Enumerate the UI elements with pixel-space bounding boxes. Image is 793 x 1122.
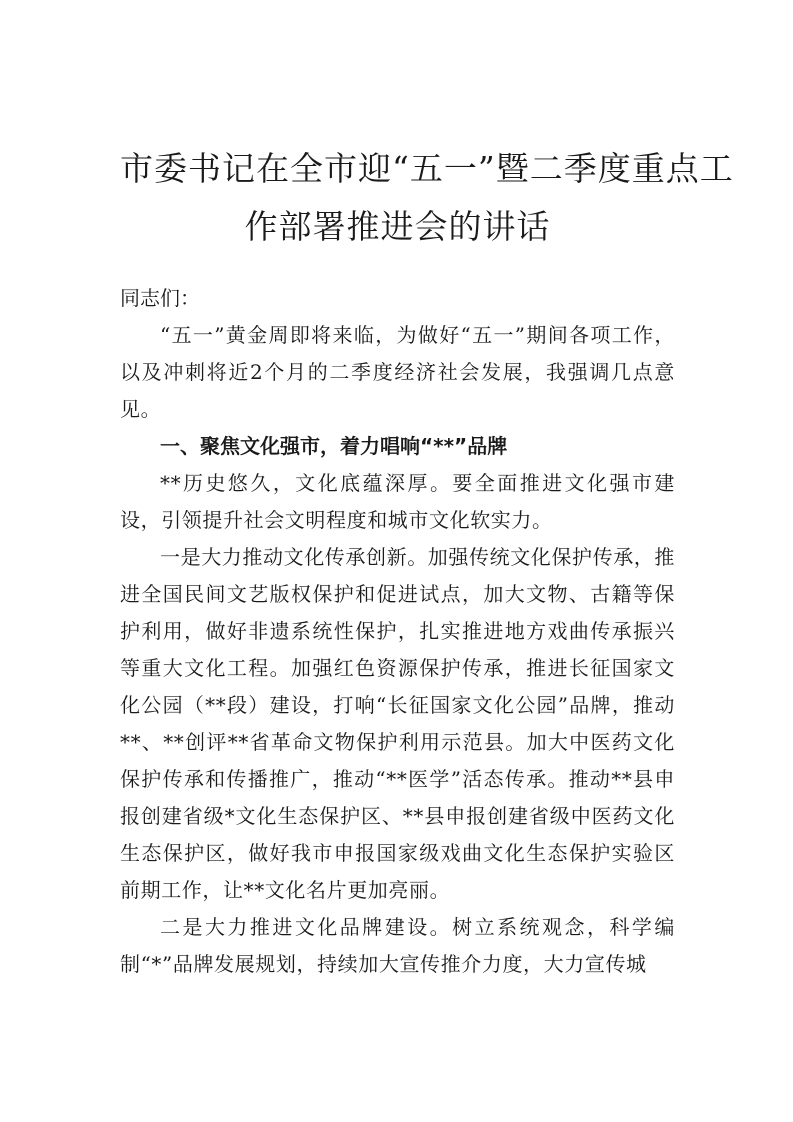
body-paragraph-2: 一是大力推动文化传承创新。加强传统文化保护传承，推进全国民间文艺版权保护和促进试点，加大文物、古籍等保护利用，做好非遗系统性保护，扎实推进地方戏曲传承振兴等重大文化工程。加强红色资源保护传承，推进长征国家文化公园（**段）建设，打响“长征国家文化公园”品牌，推动**、**创评**省革命文物保护利用示范县。加大中医药文化保护传承和传播推广，推动“**医学”活态传承。推动**县申报创建省级*文化生态保护区、**县申报创建省级中医药文化生态保护区，做好我市申报国家级戏曲文化生态保护实验区前期工作，让**文化名片更加亮丽。: [120, 545, 675, 902]
body-paragraph-1: **历史悠久，文化底蕴深厚。要全面推进文化强市建设，引领提升社会文明程度和城市文化软实力。: [120, 471, 675, 532]
greeting: 同志们：: [120, 286, 200, 310]
body-paragraph-3: 二是大力推进文化品牌建设。树立系统观念，科学编制“*”品牌发展规划，持续加大宣传推介力度，大力宣传城: [120, 915, 675, 976]
intro-paragraph: “五一”黄金周即将来临，为做好“五一”期间各项工作，以及冲刺将近2个月的二季度经济社会发展，我强调几点意见。: [120, 323, 675, 421]
section-heading-1: 一、聚焦文化强市，着力唱响“**”品牌: [160, 434, 508, 458]
document-title: [120, 140, 734, 256]
title-line-1: 市委书记在全市迎“五一”暨二季度重点工: [120, 149, 734, 188]
title-line-2: 作部署推进会的讲话: [244, 207, 551, 246]
